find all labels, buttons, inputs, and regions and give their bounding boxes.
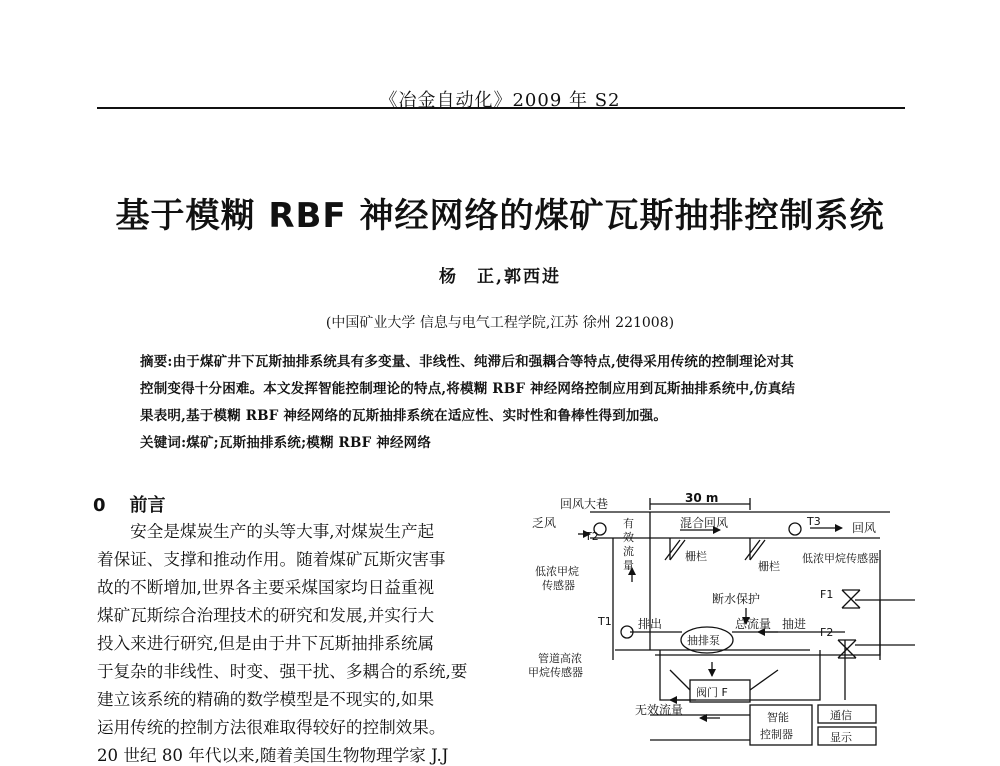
body-line: 建立该系统的精确的数学模型是不现实的,如果 [97, 690, 435, 709]
body-line: 于复杂的非线性、时变、强干扰、多耦合的系统,要 [97, 662, 468, 681]
label-return-roadway: 回风大巷 [560, 497, 609, 511]
body-line: 运用传统的控制方法很难取得较好的控制效果。 [97, 718, 446, 737]
body-line: 煤矿瓦斯综合治理技术的研究和发展,并实行大 [97, 606, 435, 625]
f1-valve [842, 590, 860, 608]
label-total-flow: 总流量 [735, 617, 772, 631]
label-low-sensor-left-0: 低浓甲烷 [535, 565, 579, 578]
t3-sensor [789, 523, 801, 535]
label-fence-2: 栅栏 [758, 560, 780, 573]
label-comm: 通信 [830, 709, 852, 722]
label-invalid-flow: 无效流量 [635, 703, 684, 717]
fence-1 [665, 538, 685, 560]
valve-loop [660, 650, 820, 700]
abstract-line: 摘要:由于煤矿井下瓦斯抽排系统具有多变量、非线性、纯滞后和强耦合等特点,使得采用传统的控制理论对其 [140, 354, 794, 370]
fence-2 [745, 538, 765, 560]
label-controller-0: 智能 [767, 711, 789, 724]
paper-affiliation: (中国矿业大学 信息与电气工程学院,江苏 徐州 221008) [325, 315, 675, 331]
body-line: 故的不断增加,世界各主要采煤国家均日益重视 [97, 578, 435, 597]
section-number: 0 [93, 495, 106, 516]
label-valve: 阀门 F [696, 686, 728, 699]
label-inlet: 抽进 [782, 617, 807, 631]
label-distance: 30 m [685, 491, 719, 505]
body-line: 投入来进行研究,但是由于井下瓦斯抽排系统属 [97, 634, 435, 653]
header-rule [97, 107, 905, 109]
label-discharge: 排出 [638, 617, 663, 631]
label-return-air: 回风 [852, 521, 877, 535]
label-f1: F1 [820, 588, 834, 601]
label-effective-0: 有 [623, 517, 634, 530]
abstract-line: 果表明,基于模糊 RBF 神经网络的瓦斯抽排系统在适应性、实时性和鲁棒性得到加强。 [140, 408, 668, 424]
label-pipe-sensor-0: 管道高浓 [538, 652, 582, 665]
keywords-line: 关键词:煤矿;瓦斯抽排系统;模糊 RBF 神经网络 [140, 435, 432, 451]
label-t1: T1 [598, 615, 612, 628]
label-low-sensor-left-1: 传感器 [542, 579, 575, 592]
label-t3: T3 [807, 515, 821, 528]
paper-authors: 杨 正,郭西进 [439, 267, 561, 287]
section-title: 前言 [129, 495, 166, 516]
label-mixed-return: 混合回风 [680, 516, 729, 530]
paper-title: 基于模糊 RBF 神经网络的煤矿瓦斯抽排控制系统 [115, 196, 885, 236]
label-display: 显示 [830, 731, 852, 744]
label-controller-1: 控制器 [760, 728, 793, 741]
label-low-sensor-right: 低浓甲烷传感器 [802, 552, 879, 565]
section-heading [93, 491, 166, 517]
label-water-protect: 断水保护 [712, 592, 761, 606]
label-effective-3: 量 [623, 559, 634, 572]
label-pipe-sensor-1: 甲烷传感器 [528, 666, 583, 679]
label-t2: T2 [585, 530, 599, 543]
label-fence-1: 栅栏 [685, 550, 707, 563]
label-effective-1: 效 [623, 531, 634, 544]
journal-header: 《冶金自动化》2009 年 S2 [379, 90, 621, 111]
label-fresh-air: 乏风 [532, 516, 557, 530]
body-line: 20 世纪 80 年代以来,随着美国生物物理学家 J.J [97, 746, 449, 765]
label-effective-2: 流 [623, 545, 634, 558]
body-line: 着保证、支撑和推动作用。随着煤矿瓦斯灾害事 [97, 550, 446, 569]
label-pump: 抽排泵 [687, 634, 720, 647]
label-f2: F2 [820, 626, 834, 639]
gas-drainage-diagram [520, 490, 920, 760]
body-line: 安全是煤炭生产的头等大事,对煤炭生产起 [97, 522, 435, 541]
abstract-line: 控制变得十分困难。本文发挥智能控制理论的特点,将模糊 RBF 神经网络控制应用到瓦斯抽排系统中,仿真结 [140, 381, 796, 397]
